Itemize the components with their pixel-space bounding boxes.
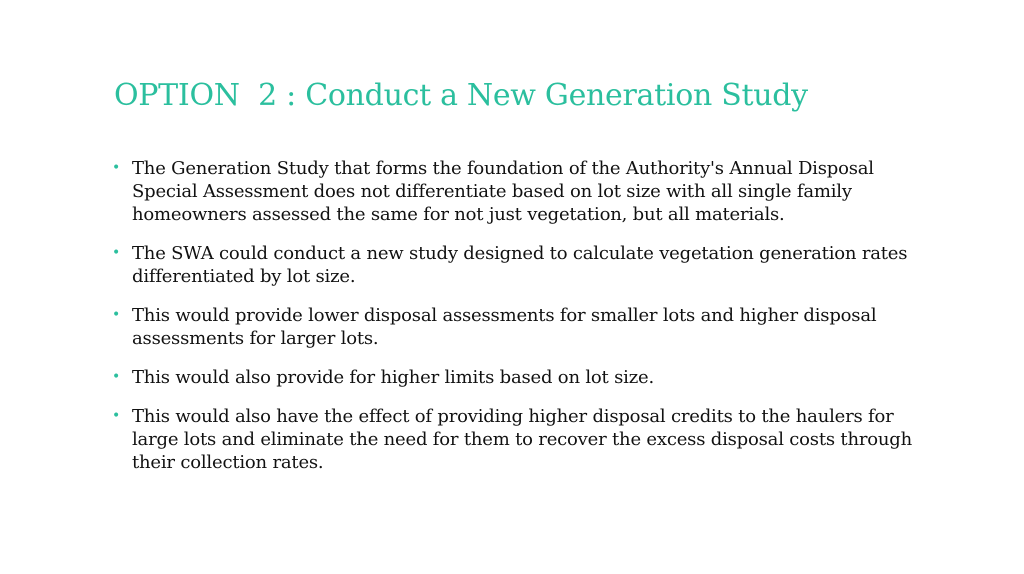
bullet-text: This would provide lower disposal assessments for smaller lots and higher disposal assessments for larger lots. (132, 305, 877, 349)
bullet-item (112, 242, 912, 288)
slide-title: OPTION 2 : Conduct a New Generation Study (114, 78, 808, 113)
bullet-list (112, 157, 912, 490)
bullet-dot-icon: • (112, 369, 121, 385)
bullet-text: The SWA could conduct a new study designed to calculate vegetation generation rates differentiated by lot size. (132, 243, 908, 287)
bullet-dot-icon: • (112, 408, 121, 424)
bullet-item (112, 405, 912, 474)
bullet-text: This would also provide for higher limits based on lot size. (132, 367, 654, 388)
bullet-item (112, 304, 912, 350)
bullet-dot-icon: • (112, 307, 121, 323)
bullet-dot-icon: • (112, 245, 121, 261)
bullet-text: This would also have the effect of providing higher disposal credits to the haulers for large lots and eliminate the need for them to recover the excess disposal costs through their collection rates. (132, 406, 912, 473)
bullet-dot-icon: • (112, 160, 121, 176)
bullet-item (112, 157, 912, 226)
bullet-item (112, 366, 912, 389)
bullet-text: The Generation Study that forms the foundation of the Authority's Annual Disposal Special Assessment does not differentiate based on lot size with all single family homeowners assessed the same for not just vegetation, but all materials. (132, 158, 874, 225)
